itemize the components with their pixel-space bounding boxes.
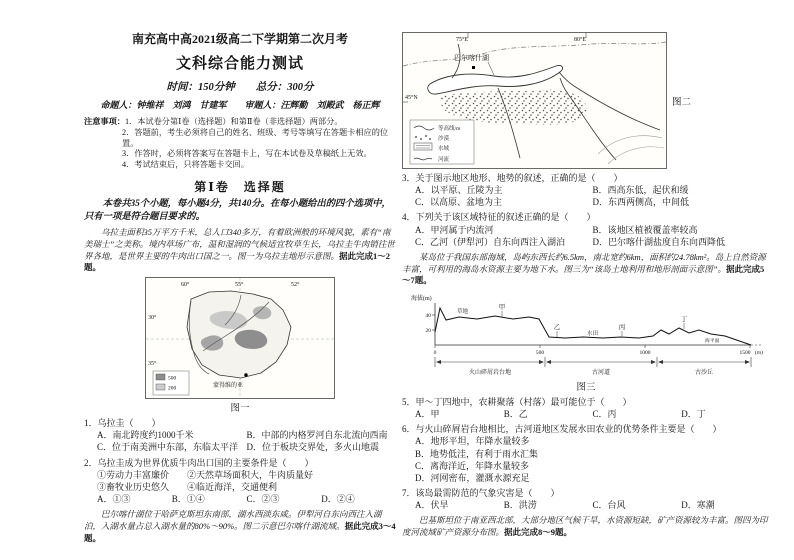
lat-label: 35° — [148, 361, 157, 368]
option-c: C．乙河（伊犁河）自东向西注入湖泊 — [415, 236, 566, 247]
sea-level-label: 海平面 — [705, 339, 720, 344]
figure-2-caption: 图二 — [672, 97, 692, 108]
legend-water-label: 水域 — [438, 146, 450, 152]
left-column — [84, 30, 396, 544]
question-1 — [84, 417, 396, 453]
x-tick: 1500 — [739, 350, 751, 356]
map-legend — [410, 120, 474, 164]
uruguay-map — [145, 277, 335, 399]
segment-paleochannel-label: 古河道 — [591, 370, 611, 376]
passage-island-tail: 据此完成5～7题。 — [402, 263, 765, 286]
note-item-3: 3．作答时，必须将答案写在答题卡上，写在本试卷及草稿纸上无效。 — [122, 149, 372, 159]
figure-1-caption: 图一 — [230, 404, 250, 415]
passage-uruguay-tail: 据此完成1～2题。 — [84, 250, 391, 273]
city-marker — [472, 66, 475, 69]
note-item-2: 2．答题前，考生必须将自己的姓名、班级、考号等填写在答题卡相应的位置。 — [122, 127, 389, 148]
option-a: A．伏旱 — [415, 500, 449, 511]
option-d: D．位于板块交界处，多火山地震 — [246, 442, 380, 453]
figure-1 — [84, 277, 396, 414]
passage-island-text: 某岛位于我国东部海域，岛屿东西长约6.5km，南北宽约6km，面积约24.78km²。岛上自然资源丰富，可利用的海岛水资源主要为地下水。图三为“该岛土地利用和地形剖面示意图”。 — [402, 251, 766, 274]
option-d: D．②④ — [321, 493, 355, 504]
montevideo-dot — [244, 373, 247, 376]
question-6-stem: 6．与火山碎屑岩台地相比，古河道地区发展水田农业的优势条件主要是（ ） — [402, 424, 722, 435]
passage-balkhash — [84, 509, 396, 544]
figure-3 — [402, 290, 770, 393]
page-title: 文科综合能力测试 — [175, 56, 304, 72]
question-7 — [402, 487, 770, 511]
legend-value-500: 500 — [168, 375, 177, 382]
point-ding-label: 丁 — [680, 316, 688, 323]
option-b: B．地势低洼，有利于雨水汇集 — [415, 448, 539, 459]
question-4-options-row-2 — [402, 236, 770, 248]
note-item-1: 1．本试卷分第Ⅰ卷（选择题）和第Ⅱ卷（非选择题）两部分。 — [124, 117, 343, 126]
elevation-legend — [153, 371, 189, 395]
question-3 — [402, 172, 770, 208]
lat-label: 30° — [148, 315, 157, 322]
profile-line — [435, 308, 751, 345]
legend-river-label: 河流 — [438, 157, 450, 163]
lake-balkhash-label: 巴尔喀什湖 — [454, 54, 489, 62]
option-c: C．②③ — [246, 493, 280, 504]
option-b: B．乙 — [503, 409, 528, 420]
question-4 — [402, 211, 770, 247]
option-b: B．该地区植被覆盖率较高 — [592, 224, 698, 235]
question-7-answers — [402, 499, 770, 511]
section-intro: 本卷共35个小题，每小题4分，共140分。在每小题给出的四个选项中，只有一项是符合题目要求的。 — [84, 199, 391, 222]
segment-paleodune-label: 古沙丘 — [694, 370, 714, 376]
passage-island — [402, 252, 770, 287]
lon-label: 52° — [291, 282, 300, 289]
staff-line: 命题人：钟维祥 刘鸿 甘建军 审题人：汪辉勤 刘殿武 杨正辉 — [100, 100, 380, 110]
lon-label: 55° — [235, 282, 244, 289]
y-tick: 40 — [425, 313, 431, 319]
passage-balkhash-tail: 据此完成3～4题。 — [84, 520, 396, 543]
exam-session-title: 南充高中高2021级高二下学期第二次月考 — [131, 32, 348, 46]
point-jia-label: 甲 — [498, 304, 506, 311]
lat-label: 45°N — [405, 95, 418, 101]
passage-uruguay-text: 乌拉圭面积35万平方千米，总人口340多万，有着欧洲般的环境风貌，素有“南美瑞士”之美称。境内草场广布，温和湿润的气候适宜牧草生长，乌拉圭牛肉销往世界各地，是世界主要的牛肉出口国之一。图一为乌拉圭地形示意图。 — [84, 227, 395, 261]
question-6 — [402, 423, 770, 484]
paddy-label: 水田 — [587, 331, 599, 337]
option-d: D．寒潮 — [681, 500, 715, 511]
question-3-options-row-2 — [402, 196, 770, 208]
passage-balkhash-text: 巴尔喀什湖位于哈萨克斯坦东南部，湖水西淡东咸。伊犁河自东向西注入湖泊，入湖水量占总入湖水量的80%～90%。图二示意巴尔喀什湖流域。 — [84, 509, 382, 531]
segment-tableland-label: 火山碎屑岩台地 — [468, 370, 512, 376]
question-5-answers — [402, 408, 770, 420]
option-b: B．中部的内格罗河自东北流向西南 — [246, 430, 388, 441]
legend-desert-label: 沙漠 — [438, 136, 450, 142]
lon-label: 60° — [181, 282, 190, 289]
figure-2 — [402, 32, 770, 169]
option-c: C．丙 — [592, 409, 617, 420]
x-tick: 1000 — [639, 350, 651, 356]
notes-block — [84, 117, 396, 171]
passage-indus-tail: 据此完成8～9题。 — [504, 526, 573, 537]
question-3-options-row-1 — [402, 184, 770, 196]
option-d: D．丁 — [681, 409, 706, 420]
section-heading: 第Ⅰ卷 选择题 — [194, 180, 286, 195]
question-1-options-row-1 — [84, 429, 396, 441]
option-a: A．以平原、丘陵为主 — [415, 185, 503, 196]
option-a: A．南北跨度约1000千米 — [97, 430, 194, 441]
option-c: C．离海洋近，年降水量较多 — [415, 460, 530, 471]
question-5 — [402, 396, 770, 420]
question-1-options-row-2 — [84, 441, 396, 453]
balkhash-map — [402, 32, 667, 169]
option-a: A．地形平坦，年降水量较多 — [415, 436, 530, 447]
question-3-stem: 3．关于图示地区地形、地势的叙述，正确的是（ ） — [402, 173, 623, 183]
option-c: C．台风 — [592, 500, 626, 511]
figure-3-caption: 图三 — [576, 383, 596, 393]
lon-label: 80°E — [574, 37, 587, 43]
y-axis-label: 海拔(m) — [411, 296, 432, 302]
question-4-stem: 4．下列关于该区域特征的叙述正确的是（ ） — [402, 212, 596, 223]
grassland-label: 草地 — [457, 309, 469, 315]
option-c: C．位于南美洲中东部，东临太平洋 — [97, 442, 239, 453]
question-2 — [84, 457, 396, 506]
x-axis-unit: (m) — [755, 350, 763, 356]
terrain-profile — [407, 290, 765, 378]
lon-label: 75°E — [456, 37, 469, 43]
option-a: A．①③ — [97, 493, 131, 504]
question-4-options-row-1 — [402, 224, 770, 236]
legend-contour-label: 等高线/m — [438, 126, 461, 132]
option-d: D．河网密布，灌溉水源充足 — [415, 472, 530, 483]
question-2-subitems-2: ③畜牧业历史悠久 ④临近海洋，交通便利 — [97, 481, 278, 492]
segment-arrows — [435, 357, 751, 367]
option-a: A．甲河属于内流河 — [415, 224, 494, 235]
question-2-subitems-1: ①劳动力丰富廉价 ②天然草场面积大，牛肉质量好 — [97, 469, 314, 480]
question-7-stem: 7．该岛最需防范的气象灾害是（ ） — [402, 487, 560, 498]
montevideo-label: 蒙得维的亚 — [213, 383, 244, 390]
passage-indus-text: 巴基斯坦位于南亚西北部，大部分地区气候干旱，水资源短缺，矿产资源较为丰富。图四为印度河流域矿产资源分布图。 — [402, 515, 768, 537]
point-bing-label: 丙 — [618, 324, 626, 331]
x-tick: 0 — [433, 350, 437, 356]
y-tick: 20 — [425, 328, 431, 334]
question-2-stem: 2．乌拉圭成为世界优质牛肉出口国的主要条件是（ ） — [84, 457, 314, 468]
axes — [435, 303, 751, 345]
point-yi-label: 乙 — [553, 324, 561, 331]
time-score-line: 时间：150分钟 总分：300分 — [166, 82, 314, 93]
option-b: B．洪涝 — [503, 500, 537, 511]
option-b: B．①④ — [171, 493, 205, 504]
option-b: B．西高东低，起伏和缓 — [592, 185, 689, 196]
option-c: C．以高原、盆地为主 — [415, 197, 503, 208]
passage-indus — [402, 515, 770, 538]
passage-uruguay — [84, 227, 396, 274]
note-item-4: 4．考试结束后，只将答题卡交回。 — [122, 160, 249, 170]
option-d: D．东西两侧高，中间低 — [592, 197, 690, 208]
question-1-stem: 1．乌拉圭（ ） — [84, 418, 161, 429]
notes-label: 注意事项： — [84, 117, 125, 126]
question-5-stem: 5．甲～丁四地中，农耕聚落（村落）最可能位于（ ） — [402, 397, 632, 407]
right-column — [402, 30, 770, 539]
note-line-1 — [84, 117, 396, 128]
legend-value-200: 200 — [168, 385, 177, 392]
option-d: D．巴尔喀什湖盐度自东向西降低 — [592, 236, 726, 247]
question-2-answers — [84, 493, 396, 505]
x-tick: 500 — [535, 350, 545, 356]
option-a: A．甲 — [415, 409, 440, 420]
